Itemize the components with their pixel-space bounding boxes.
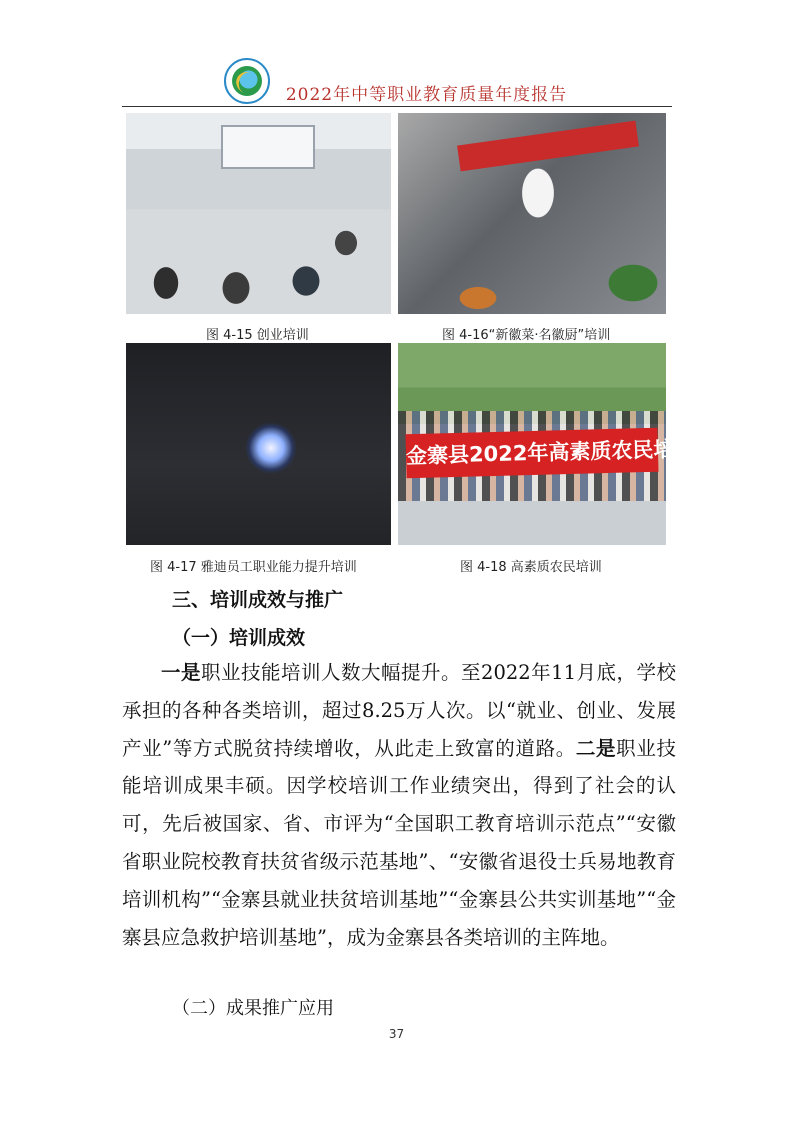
paragraph-text: 职业技能培训成果丰硕。因学校培训工作业绩突出，得到了社会的认可，先后被国家、省、市评为“全国职工教育培训示范点”“安徽省职业院校教育扶贫省级示范基地”、“安徽省退役士兵易地教育培训机构”“金寨县就业扶贫培训基地”“金寨县公共实训基地”“金寨县应急救护培训基地”，成为金寨县各类培训的主阵地。 — [122, 736, 676, 949]
figure-caption: 图 4-17 雅迪员工职业能力提升培训 — [150, 560, 357, 575]
photo-entrepreneurship-training — [126, 113, 391, 314]
photo-cooking-training — [398, 113, 666, 314]
paragraph-text: 职业技能培训人数大幅提升。至2022年11月底，学校承担的各种各类培训，超过8.25万人次。以“就业、创业、发展产业”等方式脱贫持续增收，从此走上致富的道路。 — [122, 661, 676, 760]
photo-welding-training — [126, 343, 391, 545]
body-paragraph — [122, 654, 676, 956]
photo-farmer-training — [398, 343, 759, 545]
lead-term: 二是 — [575, 736, 617, 760]
figure-caption: 图 4-15 创业培训 — [206, 328, 309, 343]
page-number: 37 — [388, 1027, 405, 1041]
figure-caption: 图 4-16“新徽菜·名徽厨”培训 — [442, 328, 611, 343]
red-banner — [457, 121, 639, 172]
classroom-screen — [221, 125, 315, 169]
lead-term: 一是 — [161, 661, 202, 684]
subsection-heading: （一）培训成效 — [172, 627, 306, 649]
subsection-heading: （二）成果推广应用 — [172, 998, 334, 1019]
section-heading: 三、培训成效与推广 — [172, 589, 344, 611]
header-divider — [122, 106, 672, 107]
figure-caption: 图 4-18 高素质农民培训 — [460, 560, 602, 575]
report-header-title: 2022年中等职业教育质量年度报告 — [285, 85, 568, 105]
photo-banner-text: 金寨县2022年高素质农民培育蚕桑班 — [405, 428, 658, 479]
